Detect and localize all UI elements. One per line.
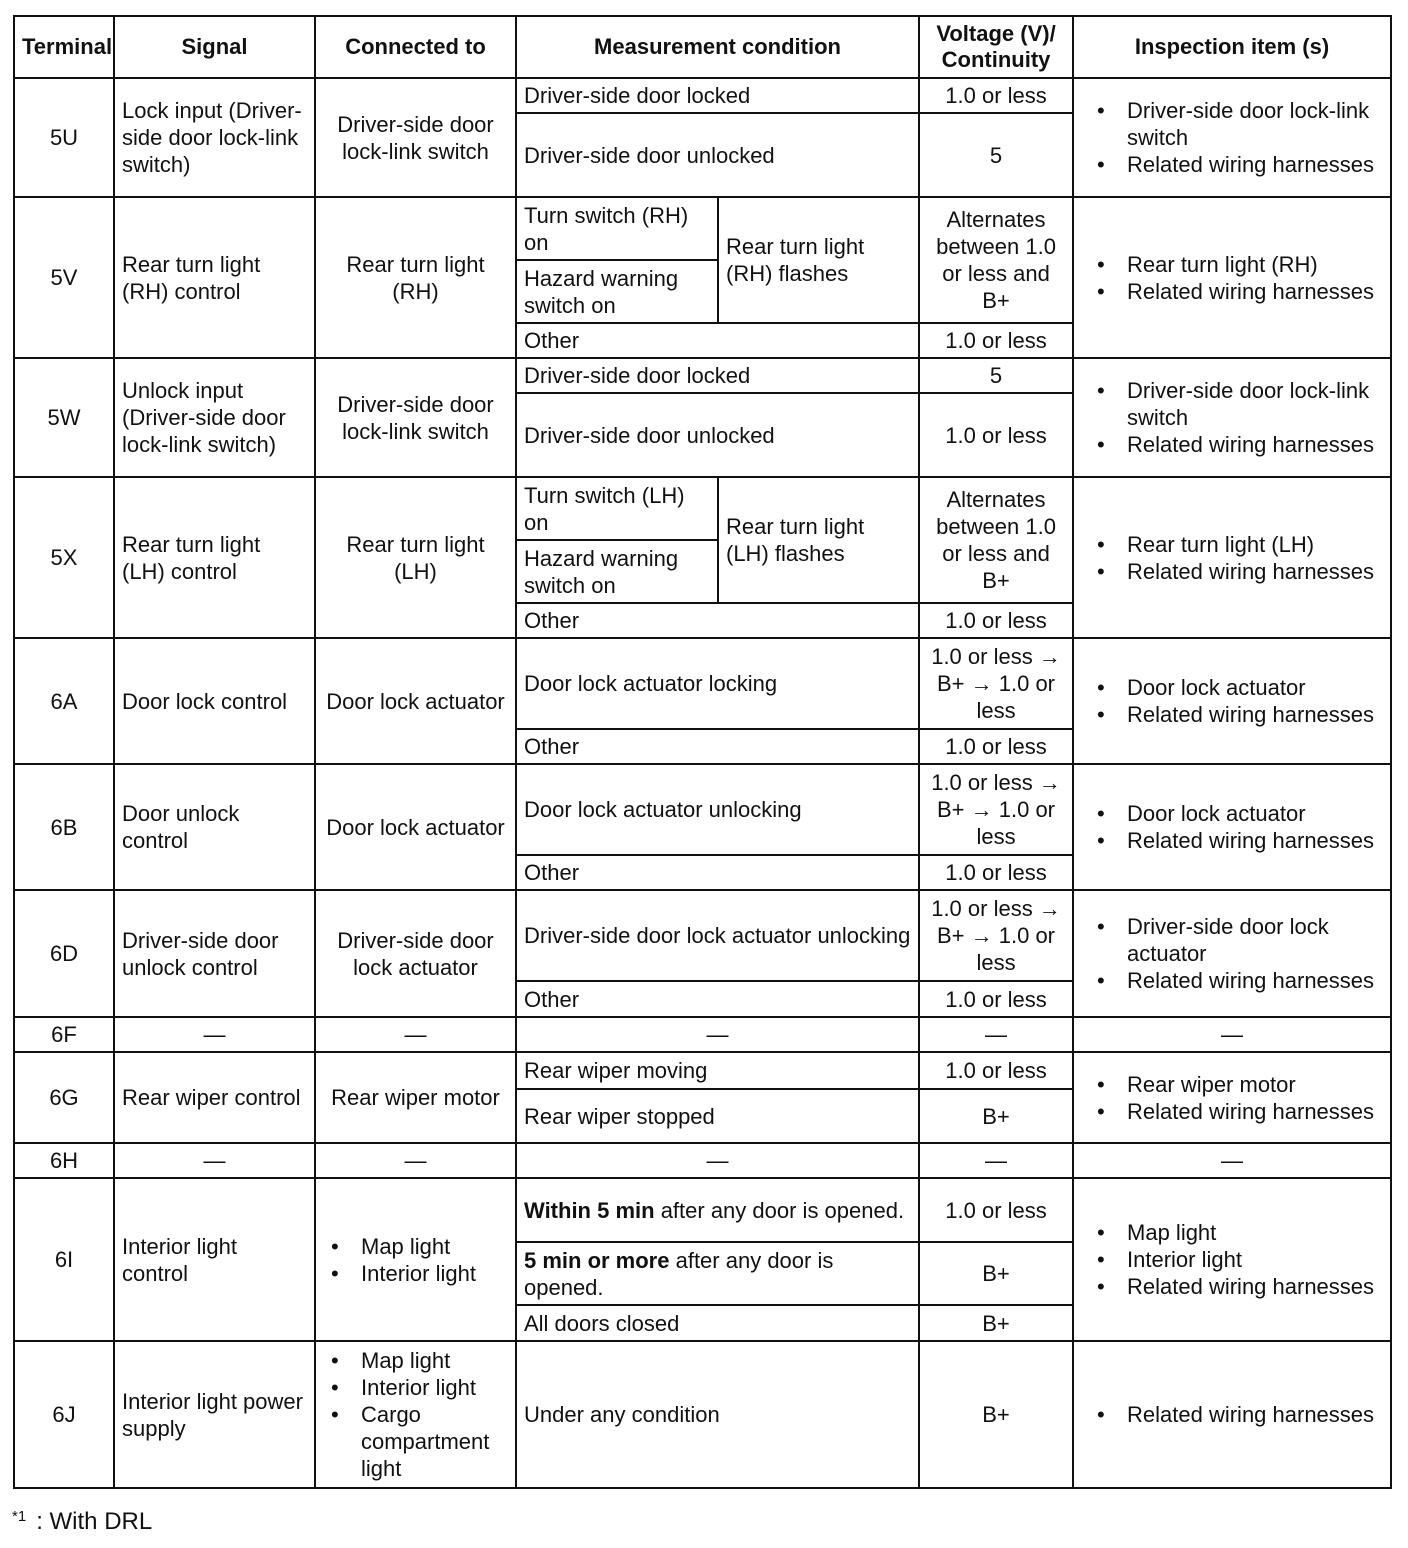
- bullet-item: • Related wiring harnesses: [1127, 967, 1383, 994]
- bullet-item: • Related wiring harnesses: [1127, 1098, 1383, 1125]
- header-row: [14, 16, 1391, 78]
- connected-to-cell: Door lock actuator: [315, 764, 516, 890]
- voltage-cell: 1.0 or less: [919, 603, 1073, 638]
- condition-cell: Rear wiper stopped: [516, 1089, 919, 1143]
- bullet-item: • Related wiring harnesses: [1127, 1401, 1383, 1428]
- signal-cell: Rear turn light (LH) control: [114, 477, 315, 638]
- voltage-cell: —: [919, 1143, 1073, 1178]
- inspection-cell: —: [1073, 1143, 1391, 1178]
- header-signal: Signal: [114, 16, 315, 78]
- inspection-cell: [1073, 1052, 1391, 1143]
- header-voltage: Voltage (V)/ Continuity: [919, 16, 1073, 78]
- bullet-list: [1081, 531, 1383, 585]
- condition-cell: Other: [516, 729, 919, 764]
- bullet-item: • Interior light: [361, 1374, 508, 1401]
- connected-to-cell: —: [315, 1143, 516, 1178]
- table-row: [14, 1052, 1391, 1089]
- table-row: [14, 78, 1391, 113]
- terminal-cell: 5U: [14, 78, 114, 197]
- voltage-cell: B+: [919, 1089, 1073, 1143]
- bullet-list: [1081, 251, 1383, 305]
- signal-cell: Unlock input (Driver-side door lock-link switch): [114, 358, 315, 477]
- table-row: [14, 477, 1391, 540]
- bullet-list: [1081, 674, 1383, 728]
- connected-to-cell: Driver-side door lock actuator: [315, 890, 516, 1017]
- voltage-cell: B+: [919, 1341, 1073, 1488]
- table-row: [14, 638, 1391, 729]
- condition-cell: Driver-side door locked: [516, 358, 919, 393]
- condition-bold: 5 min or more: [524, 1247, 670, 1273]
- inspection-cell: [1073, 638, 1391, 764]
- bullet-item: • Related wiring harnesses: [1127, 827, 1383, 854]
- inspection-cell: [1073, 764, 1391, 890]
- condition-cell: Rear wiper moving: [516, 1052, 919, 1089]
- condition-cell: Driver-side door unlocked: [516, 113, 919, 197]
- bullet-item: • Door lock actuator: [1127, 674, 1383, 701]
- inspection-cell: [1073, 78, 1391, 197]
- condition-cell: Hazard warning switch on: [516, 540, 718, 603]
- bullet-list: [1081, 800, 1383, 854]
- condition-cell: Driver-side door lock actuator unlocking: [516, 890, 919, 981]
- terminal-cell: 6D: [14, 890, 114, 1017]
- connected-to-cell: Rear turn light (RH): [315, 197, 516, 358]
- bullet-list: [323, 1233, 508, 1287]
- voltage-cell: 1.0 or less → B+ → 1.0 or less: [919, 638, 1073, 729]
- terminal-cell: 5V: [14, 197, 114, 358]
- result-cell: Rear turn light (LH) flashes: [718, 477, 919, 603]
- bullet-item: • Map light: [361, 1233, 508, 1260]
- inspection-cell: [1073, 1341, 1391, 1488]
- bullet-item: • Driver-side door lock actuator: [1127, 913, 1383, 967]
- connected-to-cell: [315, 1178, 516, 1341]
- voltage-cell: 1.0 or less: [919, 1052, 1073, 1089]
- voltage-cell: B+: [919, 1305, 1073, 1341]
- voltage-cell: 1.0 or less: [919, 855, 1073, 890]
- bullet-item: • Rear turn light (RH): [1127, 251, 1383, 278]
- condition-cell: [516, 1242, 919, 1305]
- table-row: [14, 890, 1391, 981]
- voltage-cell: —: [919, 1017, 1073, 1052]
- condition-cell: Door lock actuator locking: [516, 638, 919, 729]
- condition-cell: Other: [516, 981, 919, 1017]
- voltage-cell: 5: [919, 358, 1073, 393]
- bullet-item: • Driver-side door lock-link switch: [1127, 97, 1383, 151]
- bullet-item: • Driver-side door lock-link switch: [1127, 377, 1383, 431]
- terminal-cell: 6A: [14, 638, 114, 764]
- bullet-list: [1081, 97, 1383, 178]
- bullet-item: • Rear wiper motor: [1127, 1071, 1383, 1098]
- bullet-item: • Rear turn light (LH): [1127, 531, 1383, 558]
- result-cell: Rear turn light (RH) flashes: [718, 197, 919, 323]
- bullet-item: • Map light: [361, 1347, 508, 1374]
- bullet-list: [1081, 913, 1383, 994]
- voltage-cell: 1.0 or less → B+ → 1.0 or less: [919, 764, 1073, 855]
- signal-cell: Lock input (Driver-side door lock-link switch): [114, 78, 315, 197]
- header-terminal: Terminal: [14, 16, 114, 78]
- condition-cell: Other: [516, 603, 919, 638]
- inspection-cell: [1073, 890, 1391, 1017]
- terminal-cell: 6I: [14, 1178, 114, 1341]
- inspection-cell: —: [1073, 1017, 1391, 1052]
- terminal-inspection-table: [13, 15, 1392, 1489]
- condition-cell: Door lock actuator unlocking: [516, 764, 919, 855]
- voltage-cell: 1.0 or less → B+ → 1.0 or less: [919, 890, 1073, 981]
- condition-cell: —: [516, 1017, 919, 1052]
- connected-to-cell: Driver-side door lock-link switch: [315, 358, 516, 477]
- terminal-cell: 6J: [14, 1341, 114, 1488]
- signal-cell: —: [114, 1017, 315, 1052]
- bullet-item: • Interior light: [361, 1260, 508, 1287]
- connected-to-cell: [315, 1341, 516, 1488]
- inspection-cell: [1073, 197, 1391, 358]
- bullet-list: [1081, 1219, 1383, 1300]
- bullet-list: [1081, 1401, 1383, 1428]
- voltage-cell: 1.0 or less: [919, 1178, 1073, 1242]
- condition-cell: Driver-side door locked: [516, 78, 919, 113]
- table-row: [14, 1017, 1391, 1052]
- bullet-item: • Map light: [1127, 1219, 1383, 1246]
- inspection-cell: [1073, 358, 1391, 477]
- signal-cell: Interior light power supply: [114, 1341, 315, 1488]
- condition-cell: [516, 1178, 919, 1242]
- voltage-cell: 1.0 or less: [919, 729, 1073, 764]
- bullet-item: • Interior light: [1127, 1246, 1383, 1273]
- terminal-cell: 5W: [14, 358, 114, 477]
- condition-text: after any door is opened.: [524, 1247, 834, 1300]
- connected-to-cell: Driver-side door lock-link switch: [315, 78, 516, 197]
- condition-cell: —: [516, 1143, 919, 1178]
- footnote-mark: *1: [12, 1508, 27, 1525]
- terminal-cell: 6B: [14, 764, 114, 890]
- table-row: [14, 1178, 1391, 1242]
- footnote: [12, 1508, 152, 1536]
- inspection-cell: [1073, 477, 1391, 638]
- bullet-list: [1081, 377, 1383, 458]
- voltage-cell: 5: [919, 113, 1073, 197]
- header-connected-to: Connected to: [315, 16, 516, 78]
- terminal-cell: 6H: [14, 1143, 114, 1178]
- signal-cell: Interior light control: [114, 1178, 315, 1341]
- condition-cell: Other: [516, 323, 919, 358]
- condition-cell: Other: [516, 855, 919, 890]
- table-row: [14, 1143, 1391, 1178]
- header-measurement-condition: Measurement condition: [516, 16, 919, 78]
- condition-bold: Within 5 min: [524, 1197, 655, 1223]
- signal-cell: Rear wiper control: [114, 1052, 315, 1143]
- bullet-item: • Related wiring harnesses: [1127, 701, 1383, 728]
- connected-to-cell: Rear turn light (LH): [315, 477, 516, 638]
- signal-cell: Driver-side door unlock control: [114, 890, 315, 1017]
- bullet-item: • Related wiring harnesses: [1127, 1273, 1383, 1300]
- condition-cell: All doors closed: [516, 1305, 919, 1341]
- bullet-item: • Cargo compartment light: [361, 1401, 508, 1482]
- voltage-cell: 1.0 or less: [919, 981, 1073, 1017]
- table-row: [14, 358, 1391, 393]
- bullet-item: • Related wiring harnesses: [1127, 278, 1383, 305]
- voltage-cell: 1.0 or less: [919, 323, 1073, 358]
- bullet-item: • Related wiring harnesses: [1127, 151, 1383, 178]
- condition-cell: Under any condition: [516, 1341, 919, 1488]
- inspection-cell: [1073, 1178, 1391, 1341]
- connected-to-cell: Rear wiper motor: [315, 1052, 516, 1143]
- signal-cell: —: [114, 1143, 315, 1178]
- voltage-cell: 1.0 or less: [919, 393, 1073, 477]
- condition-cell: Turn switch (LH) on: [516, 477, 718, 540]
- bullet-item: • Related wiring harnesses: [1127, 431, 1383, 458]
- voltage-cell: Alternates between 1.0 or less and B+: [919, 197, 1073, 323]
- terminal-cell: 6F: [14, 1017, 114, 1052]
- terminal-cell: 6G: [14, 1052, 114, 1143]
- condition-cell: Hazard warning switch on: [516, 260, 718, 323]
- table-row: [14, 197, 1391, 260]
- header-inspection: Inspection item (s): [1073, 16, 1391, 78]
- bullet-list: [1081, 1071, 1383, 1125]
- table-row: [14, 1341, 1391, 1488]
- signal-cell: Door lock control: [114, 638, 315, 764]
- voltage-cell: B+: [919, 1242, 1073, 1305]
- table-row: [14, 764, 1391, 855]
- bullet-item: • Door lock actuator: [1127, 800, 1383, 827]
- signal-cell: Door unlock control: [114, 764, 315, 890]
- voltage-cell: Alternates between 1.0 or less and B+: [919, 477, 1073, 603]
- bullet-list: [323, 1347, 508, 1482]
- footnote-text: : With DRL: [36, 1508, 153, 1535]
- bullet-item: • Related wiring harnesses: [1127, 558, 1383, 585]
- signal-cell: Rear turn light (RH) control: [114, 197, 315, 358]
- connected-to-cell: Door lock actuator: [315, 638, 516, 764]
- condition-cell: Turn switch (RH) on: [516, 197, 718, 260]
- terminal-cell: 5X: [14, 477, 114, 638]
- connected-to-cell: —: [315, 1017, 516, 1052]
- voltage-cell: 1.0 or less: [919, 78, 1073, 113]
- condition-text: after any door is opened.: [654, 1197, 905, 1223]
- condition-cell: Driver-side door unlocked: [516, 393, 919, 477]
